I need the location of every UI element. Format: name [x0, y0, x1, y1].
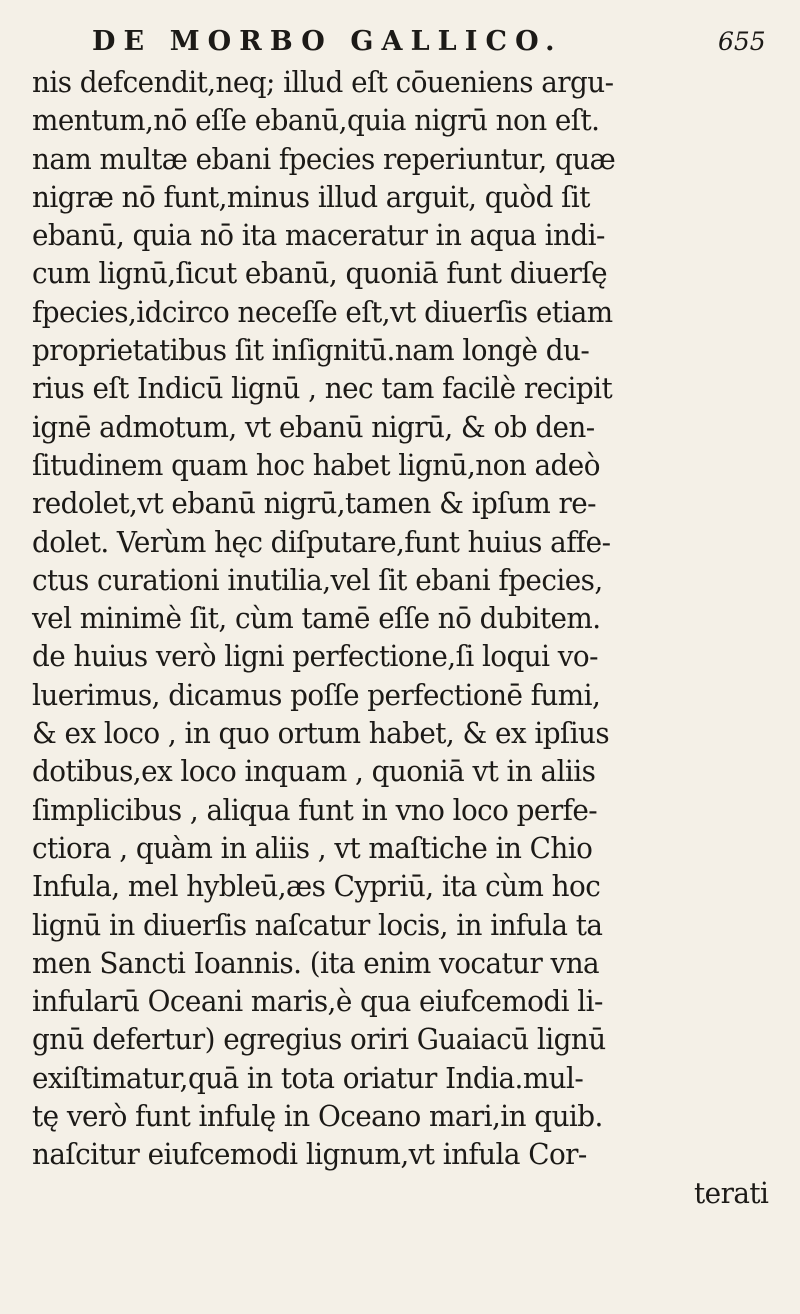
- text-line: mentum,nō eſſe ebanū,quia nigrū non eſt.: [32, 104, 600, 138]
- text-line: redolet,vt ebanū nigrū,tamen & ipſum re-: [32, 487, 596, 521]
- text-line: ctiora , quàm in aliis , vt maſtiche in Chio: [32, 831, 593, 865]
- text-line: de huius verò ligni perfectione,ſi loqui vo-: [32, 640, 598, 674]
- text-line: nis defcendit,neq; illud eſt cōueniens argu-: [32, 66, 614, 99]
- text-line: ignē admotum, vt ebanū nigrū, & ob den-: [32, 410, 595, 444]
- text-line: & ex loco , in quo ortum habet, & ex ipſius: [32, 717, 610, 751]
- text-body: [32, 64, 800, 1213]
- text-line: dotibus,ex loco inquam , quoniā vt in aliis: [32, 755, 596, 789]
- page-number: 655: [718, 27, 766, 56]
- text-line: vel minimè ſit, cùm tamē eſſe nō dubitem.: [32, 602, 601, 636]
- text-line: nam multæ ebani fpecies reperiuntur, quæ: [32, 142, 616, 176]
- text-line: nigræ nō funt,minus illud arguit, quòd ſit: [32, 180, 590, 214]
- text-line: exiſtimatur,quā in tota oriatur India.mul-: [32, 1061, 584, 1095]
- text-line: Infula, mel hybleū,æs Cypriū, ita cùm hoc: [32, 870, 601, 904]
- text-line: dolet. Verùm hęc diſputare,funt huius affe-: [32, 525, 611, 559]
- text-line: tę verò funt infulę in Oceano mari,in quib.: [32, 1100, 603, 1134]
- text-line: rius eſt Indicū lignū , nec tam facilè recipit: [32, 372, 613, 406]
- text-line: men Sancti Ioannis. (ita enim vocatur vna: [32, 946, 600, 980]
- text-line: ſitudinem quam hoc habet lignū,non adeò: [32, 448, 600, 482]
- text-line: naſcitur eiufcemodi lignum,vt infula Cor-: [32, 1138, 587, 1172]
- text-line: fpecies,idcirco neceſſe eſt,vt diuerſis etiam: [32, 295, 613, 329]
- text-line: lignū in diuerſis naſcatur locis, in infula ta: [32, 908, 603, 942]
- text-line: gnū defertur) egregius oriri Guaiacū lignū: [32, 1023, 606, 1057]
- text-line: proprietatibus ſit inſignitū.nam longè du-: [32, 334, 590, 368]
- text-line: ſimplicibus , aliqua funt in vno loco perfe-: [32, 793, 598, 827]
- text-line: ebanū, quia nō ita maceratur in aqua indi-: [32, 219, 605, 253]
- text-line: luerimus, dicamus poſſe perfectionē fumi,: [32, 678, 601, 712]
- running-title: DE MORBO GALLICO.: [92, 26, 563, 57]
- text-line: cum lignū,ſicut ebanū, quoniā funt diuerſę: [32, 257, 608, 291]
- catchword: terati: [694, 1176, 769, 1210]
- text-line: infularū Oceani maris,è qua eiufcemodi li-: [32, 985, 603, 1019]
- text-line: ctus curationi inutilia,vel ſit ebani fpecies,: [32, 563, 603, 597]
